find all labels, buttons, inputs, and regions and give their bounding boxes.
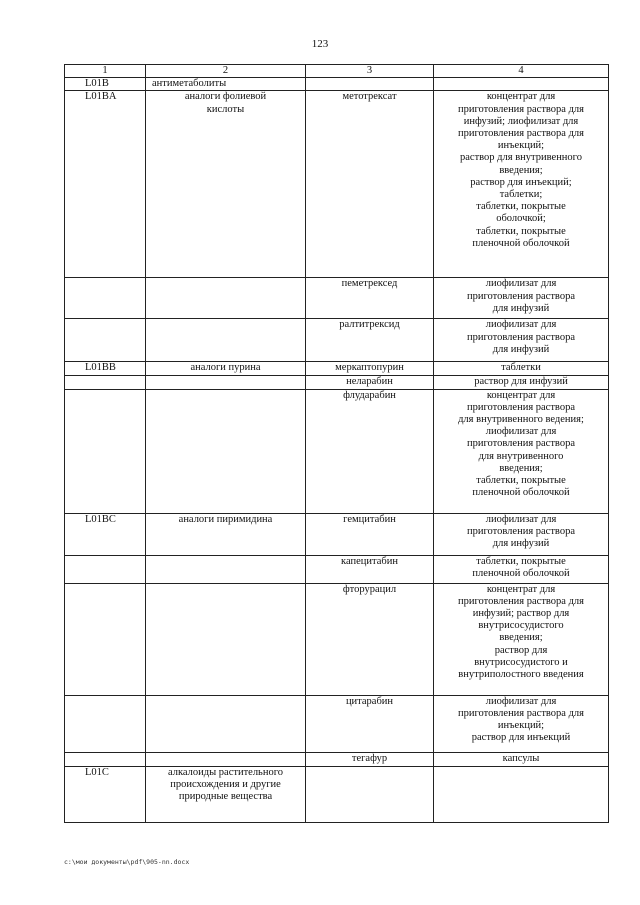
drug-name-cell: неларабин: [306, 375, 434, 389]
table-row: [65, 513, 609, 555]
dosage-form-cell: таблетки: [434, 362, 609, 375]
dosage-form-cell: концентрат для приготовления раствора для инфузий; лиофилизат для приготовления раствора для инъекций; раствор для внутривенного введения; раствор для инъекций; таблетки; таблетки, покрытые оболочкой; таблетки, покрытые пленочной оболочкой: [434, 91, 609, 278]
group-cell: аналоги пиримидина: [146, 513, 306, 555]
dosage-form-cell: лиофилизат для приготовления раствора для инфузий: [434, 319, 609, 362]
code-cell: L01C: [65, 766, 146, 822]
code-cell: [65, 375, 146, 389]
drug-name-cell: гемцитабин: [306, 513, 434, 555]
drug-name-cell: флударабин: [306, 389, 434, 513]
table-row: [65, 362, 609, 375]
code-cell: L01BA: [65, 91, 146, 278]
column-header-4: 4: [434, 65, 609, 78]
drug-classification-table: [64, 64, 609, 823]
table-row: [65, 78, 609, 91]
drug-name-cell: [306, 78, 434, 91]
group-cell: [146, 278, 306, 319]
drug-name-cell: [306, 766, 434, 822]
table-row: [65, 91, 609, 278]
table-row: [65, 583, 609, 695]
drug-name-cell: ралтитрексид: [306, 319, 434, 362]
code-cell: L01B: [65, 78, 146, 91]
group-cell: аналоги пурина: [146, 362, 306, 375]
table-row: [65, 695, 609, 752]
dosage-form-cell: таблетки, покрытые пленочной оболочкой: [434, 555, 609, 583]
column-header-2: 2: [146, 65, 306, 78]
drug-name-cell: фторурацил: [306, 583, 434, 695]
column-header-3: 3: [306, 65, 434, 78]
table-header-row: [65, 65, 609, 78]
group-cell: [146, 752, 306, 766]
group-cell: алкалоиды растительного происхождения и другие природные вещества: [146, 766, 306, 822]
dosage-form-cell: раствор для инфузий: [434, 375, 609, 389]
group-cell: антиметаболиты: [146, 78, 306, 91]
code-cell: [65, 695, 146, 752]
table-row: [65, 278, 609, 319]
group-cell: [146, 583, 306, 695]
column-header-1: 1: [65, 65, 146, 78]
code-cell: [65, 319, 146, 362]
code-cell: [65, 389, 146, 513]
dosage-form-cell: [434, 766, 609, 822]
page-number: 123: [311, 38, 329, 50]
drug-name-cell: меркаптопурин: [306, 362, 434, 375]
code-cell: [65, 278, 146, 319]
dosage-form-cell: лиофилизат для приготовления раствора для инфузий: [434, 278, 609, 319]
code-cell: [65, 752, 146, 766]
dosage-form-cell: капсулы: [434, 752, 609, 766]
dosage-form-cell: [434, 78, 609, 91]
table-row: [65, 766, 609, 822]
dosage-form-cell: концентрат для приготовления раствора для внутривенного ведения; лиофилизат для приготовления раствора для внутривенного введения; таблетки, покрытые пленочной оболочкой: [434, 389, 609, 513]
drug-name-cell: цитарабин: [306, 695, 434, 752]
group-cell: [146, 555, 306, 583]
group-cell: [146, 375, 306, 389]
code-cell: L01BB: [65, 362, 146, 375]
group-cell: [146, 389, 306, 513]
drug-name-cell: тегафур: [306, 752, 434, 766]
table-row: [65, 555, 609, 583]
code-cell: [65, 555, 146, 583]
dosage-form-cell: концентрат для приготовления раствора для инфузий; раствор для внутрисосудистого введения; раствор для внутрисосудистого и внутриполостного введения: [434, 583, 609, 695]
file-path-footer: c:\мои документы\pdf\905-nn.docx: [64, 858, 190, 866]
dosage-form-cell: лиофилизат для приготовления раствора для инфузий: [434, 513, 609, 555]
drug-name-cell: метотрексат: [306, 91, 434, 278]
table-row: [65, 375, 609, 389]
group-cell: [146, 695, 306, 752]
dosage-form-cell: лиофилизат для приготовления раствора для инъекций; раствор для инъекций: [434, 695, 609, 752]
table-row: [65, 389, 609, 513]
group-cell: аналоги фолиевой кислоты: [146, 91, 306, 278]
code-cell: L01BC: [65, 513, 146, 555]
drug-name-cell: капецитабин: [306, 555, 434, 583]
code-cell: [65, 583, 146, 695]
table-body: [65, 65, 609, 823]
group-cell: [146, 319, 306, 362]
table-row: [65, 319, 609, 362]
drug-name-cell: пеметрексед: [306, 278, 434, 319]
table-row: [65, 752, 609, 766]
